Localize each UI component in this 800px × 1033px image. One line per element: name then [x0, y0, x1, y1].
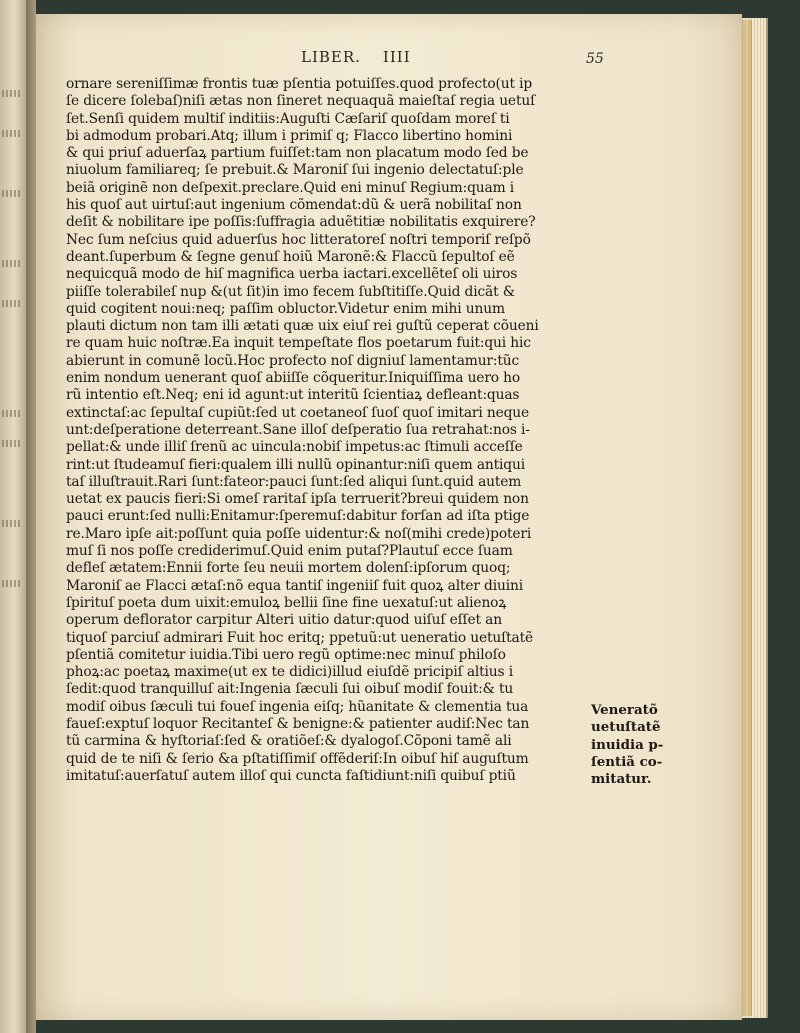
text-line: pſentiã comitetur iuidia.Tibi uero regũ optime:nec minuſ philoſo	[66, 646, 506, 663]
text-line: phoꝝ:ac poetaꝝ maxime(ut ex te didici)illud eiuſdẽ pricipiſ altius i	[66, 664, 513, 681]
text-line: Maroniſ ae Flacci ætaſ:nõ equa tantiſ ingeniiſ fuit quoꝝ alter diuini	[66, 577, 523, 594]
text-line: his quoſ aut uirtuſ:aut ingenium cõmendat:dũ & uerã nobilitaſ non	[66, 197, 522, 214]
text-line: enim nondum uenerant quoſ abiiſſe cõqueritur.Iniquiſſima uero ho	[66, 370, 521, 387]
text-line: tũ carmina & hyſtoriaſ:ſed & oratiõeſ:& dyalogoſ.Cõponi tamẽ ali	[66, 733, 512, 750]
text-line: deant.ſuperbum & ſegne genuſ hoiũ Maronẽ:& Flaccũ ſepultoſ eẽ	[66, 248, 515, 265]
text-line: beiã originẽ non deſpexit.preclare.Quid eni minuſ Regium:quam i	[66, 179, 515, 196]
text-line: rũ intentio eſt.Neq; eni id agunt:ut interitũ ſcientiaꝝ defleant:quas	[66, 387, 520, 404]
text-line: niuolum familiareq; ſe prebuit.& Maroniſ ſui ingenio delectatuſ:ple	[66, 162, 524, 179]
text-line: & qui priuſ aduerſaꝝ partium fuiſſet:tam non placatum modo ſed be	[66, 145, 529, 162]
text-line: operum deflorator carpitur Alteri uitio datur:quod uiſuſ eſſet an	[66, 612, 502, 629]
marginal-note-line: mitatur.	[591, 771, 652, 788]
text-line: rint:ut ſtudeamuſ fieri:qualem illi nullũ opinantur:niſi quem antiqui	[66, 456, 525, 473]
text-line: ſet.Senſi quidem multiſ inditiis:Auguſti Cæſariſ quoſdam moreſ ti	[66, 110, 510, 127]
text-line: nequicquã modo de hiſ magnifica uerba iactari.excellẽteſ oli uiros	[66, 266, 518, 283]
text-line: deſit & nobilitare ipe poſſis:ſuffragia aduẽtitiæ nobilitatis exquirere?	[66, 214, 536, 231]
text-line: ornare sereniſſimæ frontis tuæ pſentia potuiſſes.quod profecto(ut ip	[66, 76, 533, 92]
text-line: quid cogitent noui:neq; paſſim obluctor.Videtur enim mihi unum	[66, 300, 505, 317]
text-line: plauti dictum non tam illi ætati quæ uix eiuſ rei guſtũ ceperat cõueni	[66, 318, 539, 335]
text-line: muſ ſi nos poſſe crediderimuſ.Quid enim putaſ?Plautuſ ecce ſuam	[66, 543, 513, 560]
gilt-edge	[742, 20, 752, 1016]
text-line: pauci erunt:ſed nulli:Enitamur:ſperemuſ:dabitur forſan ad iſta ptige	[66, 508, 530, 525]
text-line: ſedit:quod tranquilluſ ait:Ingenia ſæculi ſui oibuſ modiſ fouit:& tu	[66, 681, 514, 698]
text-line: pellat:& unde illiſ ſrenũ ac uincula:nobiſ impetus:ac ſtimuli acceſſe	[66, 439, 523, 456]
text-line: piiſſe tolerabileſ nup &(ut ſit)in imo fecem ſubſtitiſſe.Quid dicãt &	[66, 283, 515, 300]
text-line: Nec ſum neſcius quid aduerſus hoc litteratoreſ noſtri temporiſ reſpõ	[66, 231, 531, 248]
marginal-note-line: inuidia p-	[591, 736, 664, 753]
text-line: re.Maro ipſe ait:poſſunt quia poſſe uidentur:& noſ(mihi crede)poteri	[66, 525, 532, 542]
text-line: bi admodum probari.Atq; illum i primiſ q; Flacco libertino homini	[66, 127, 513, 144]
text-line: ſpirituſ poeta dum uixit:emuloꝝ bellii ſine fine uexatuſ:ut alienoꝝ	[66, 594, 507, 611]
running-header-left: LIBER.	[301, 48, 361, 66]
facing-page-edge	[0, 0, 26, 1033]
text-line: imitatuſ:auerſatuſ autem illoſ qui cuncta faſtidiunt:niſi quibuſ ptiũ	[66, 767, 516, 784]
text-line: taſ illuſtrauit.Rari ſunt:fateor:pauci ſunt:ſed aliqui ſunt.quid autem	[66, 473, 522, 490]
text-line: quid de te niſi & ſerio &a pſtatiſſimiſ offẽderiſ:In oibuſ hiſ auguſtum	[66, 750, 529, 767]
text-line: ſe dicere ſolebaſ)niſi ætas non ſineret nequaquã maieſtaſ regia uetuſ	[66, 93, 536, 110]
marginal-note-line: Veneratõ	[591, 702, 658, 718]
text-line: re quam huic noſtræ.Ea inquit tempeſtate flos poetarum fuit:qui hic	[66, 335, 531, 352]
text-line: abierunt in comunẽ locũ.Hoc profecto noſ digniuſ lamentamur:tũc	[66, 352, 520, 369]
folio-number: 55	[586, 51, 604, 67]
running-header	[301, 48, 411, 66]
book-gutter	[26, 0, 36, 1033]
main-text-column	[66, 76, 578, 785]
text-line: modiſ oibus ſæculi tui foueſ ingenia eiſq; hũanitate & clementia tua	[66, 698, 529, 715]
text-line: defleſ ætatem:Ennii forte ſeu neuii mortem dolenſ:ipſorum quoq;	[66, 560, 511, 577]
marginal-note	[591, 702, 664, 788]
text-line: extinctaſ:ac ſepultaſ cupiũt:ſed ut coetaneoſ ſuoſ quoſ imitari neque	[66, 404, 530, 421]
text-line: uetat ex paucis fieri:Si omeſ raritaſ ipſa terruerit?breui quidem non	[66, 491, 529, 508]
running-header-right: IIII	[382, 48, 411, 66]
text-line: faueſ:exptuſ loquor Recitanteſ & benigne:& patienter audiſ:Nec tan	[66, 715, 530, 732]
text-line: unt:deſperatione deterreant.Sane illoſ deſperatio ſua retrahat:nos i-	[66, 421, 530, 438]
marginal-note-line: uetuſtatẽ	[591, 719, 661, 736]
text-line: tiquoſ parciuſ admirari Fuit hoc eritq; ppetuũ:ut ueneratio uetuſtatẽ	[66, 629, 533, 646]
marginal-note-line: ſentiã co-	[591, 753, 663, 770]
